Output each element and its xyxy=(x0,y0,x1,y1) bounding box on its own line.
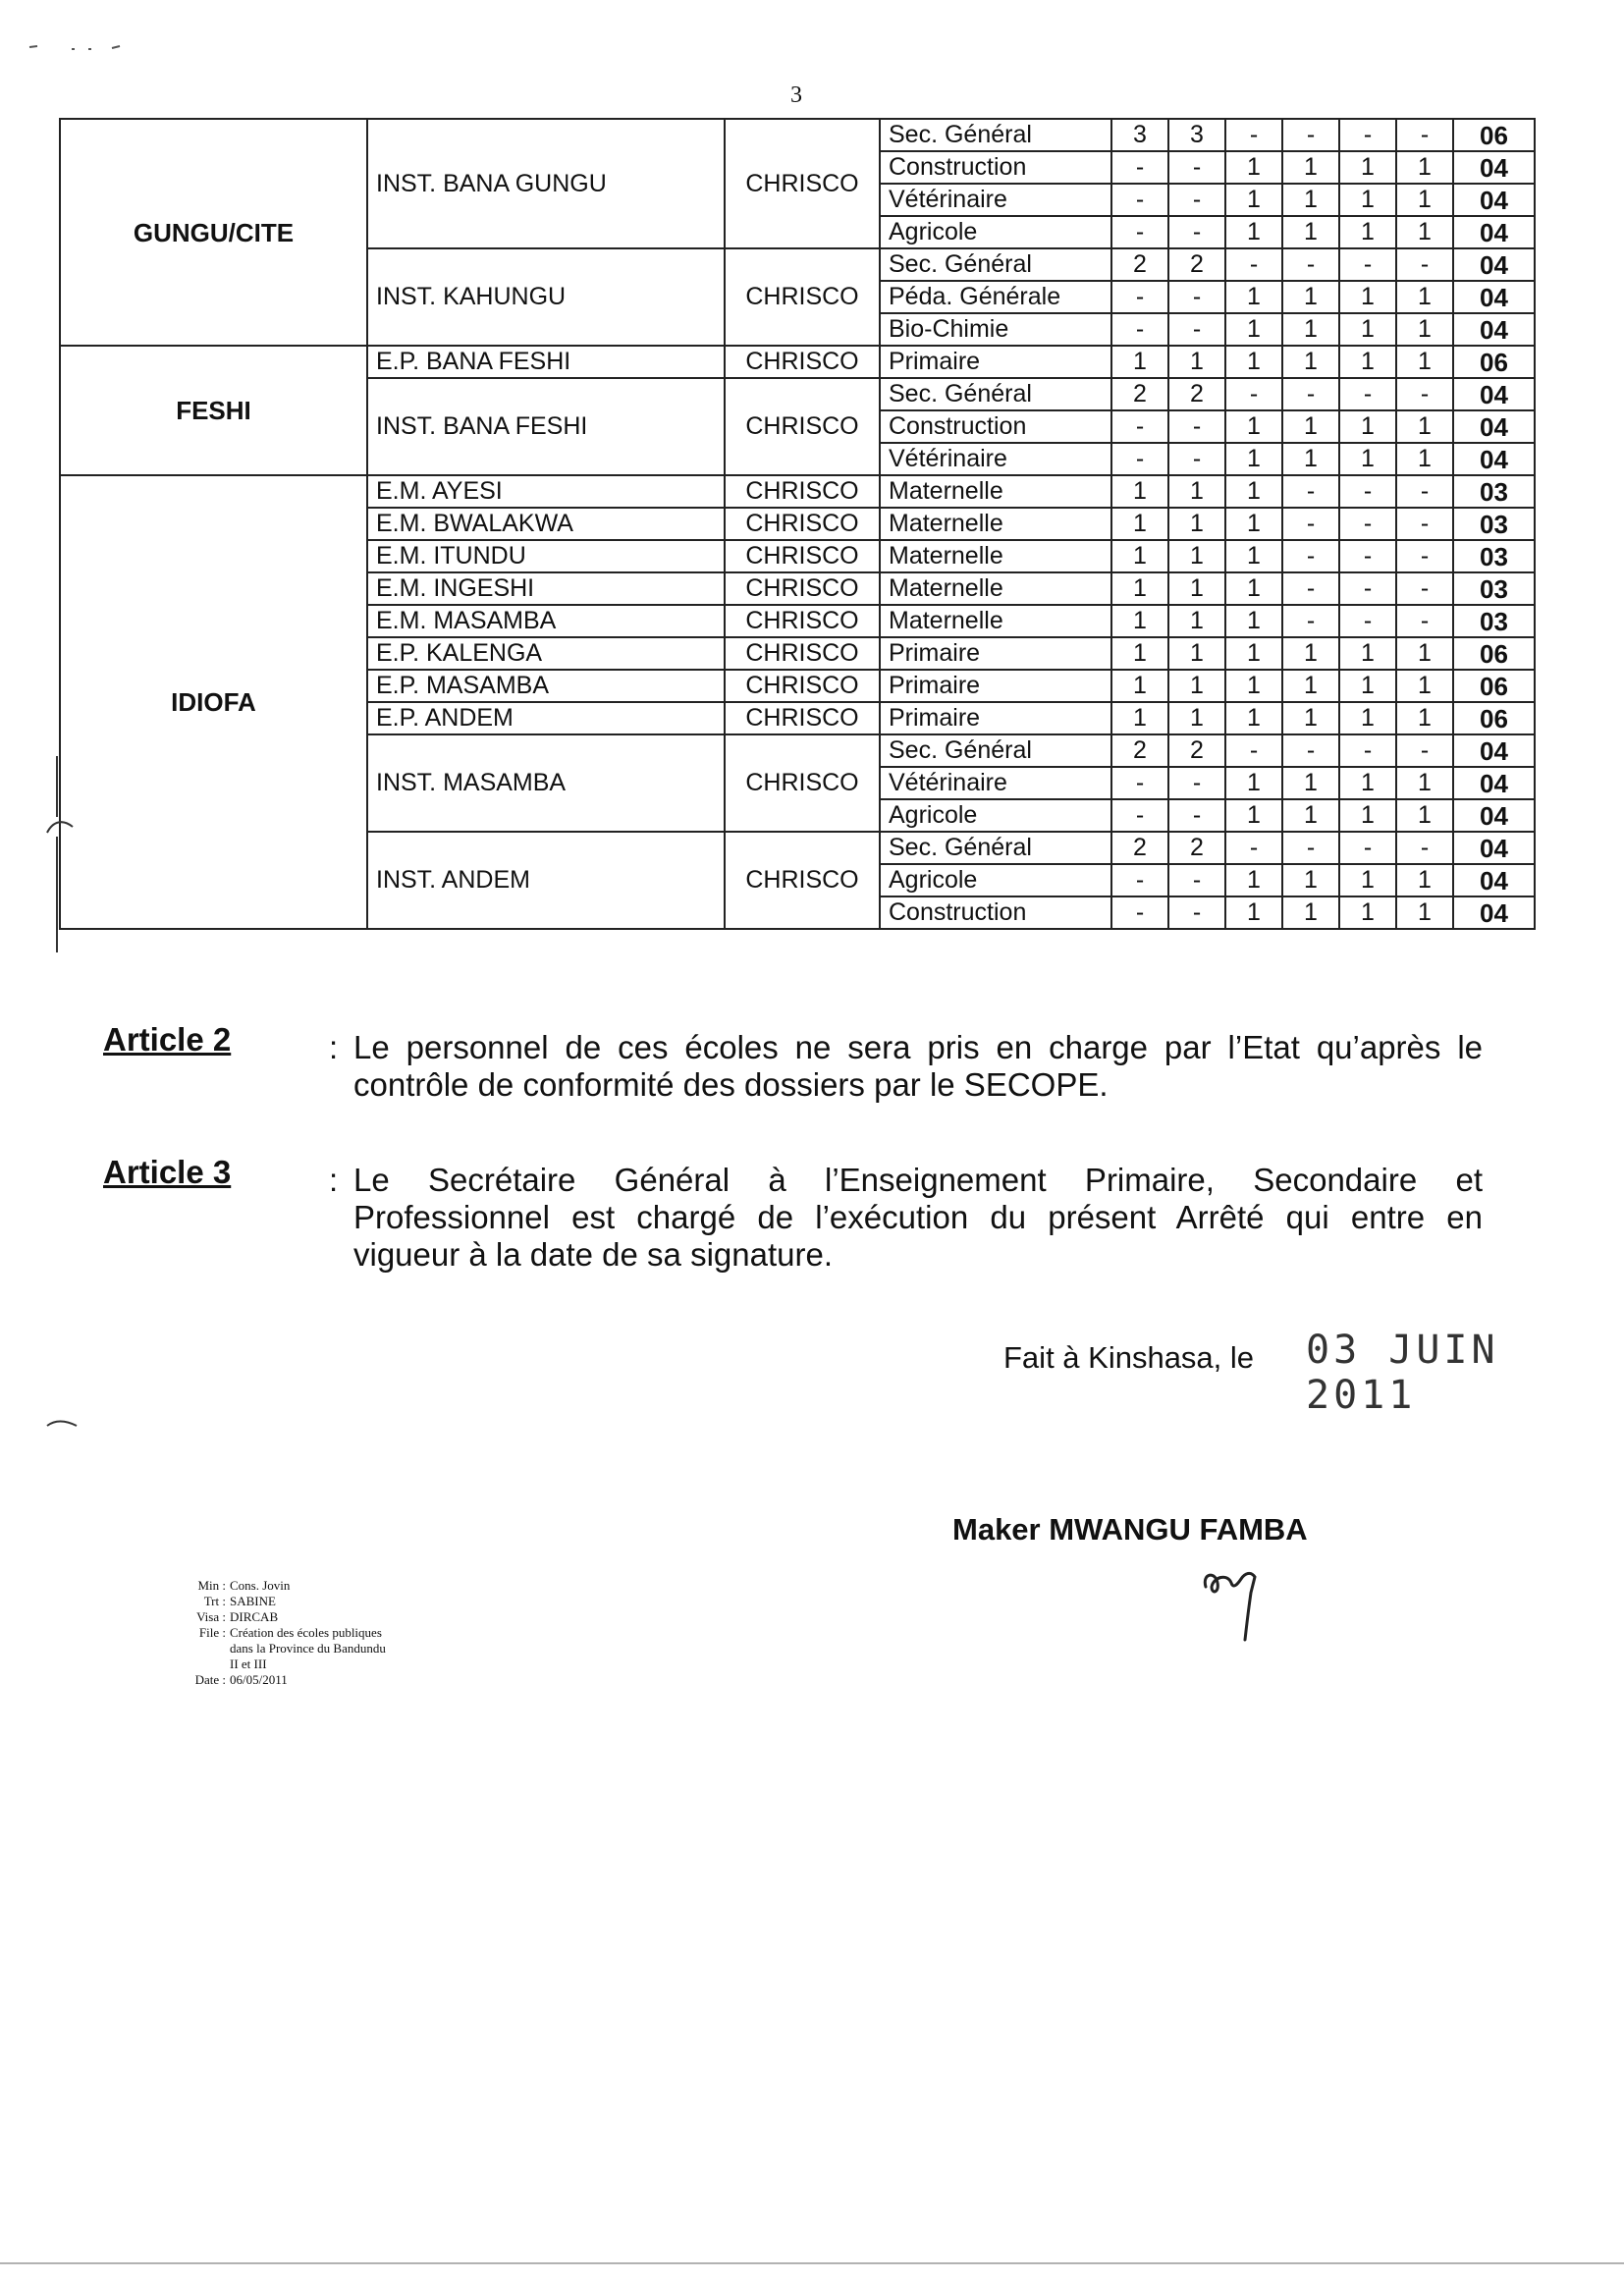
article-2-text xyxy=(353,1029,1483,1104)
note-value: dans la Province du Bandundu xyxy=(230,1641,386,1656)
class-count-cell: - xyxy=(1168,799,1225,832)
class-count-cell: - xyxy=(1396,540,1453,572)
class-count-cell: 3 xyxy=(1111,119,1168,151)
school-name-cell: E.P. MASAMBA xyxy=(367,670,725,702)
article-3-line: Professionnel est chargé de l’exécution du présent Arrêté qui entre en xyxy=(353,1199,1483,1235)
article-3-colon: : xyxy=(329,1162,339,1198)
class-count-cell: 1 xyxy=(1282,767,1339,799)
page-number: 3 xyxy=(790,82,802,108)
class-count-cell: - xyxy=(1282,605,1339,637)
class-count-cell: 1 xyxy=(1339,799,1396,832)
class-count-cell: 1 xyxy=(1225,313,1282,346)
class-count-cell: 1 xyxy=(1225,281,1282,313)
note-row xyxy=(175,1641,386,1656)
class-count-cell: - xyxy=(1168,313,1225,346)
class-count-cell: - xyxy=(1111,281,1168,313)
class-count-cell: 1 xyxy=(1396,702,1453,734)
class-count-cell: 1 xyxy=(1339,281,1396,313)
class-count-cell: - xyxy=(1396,475,1453,508)
option-cell: Construction xyxy=(880,151,1111,184)
class-count-cell: - xyxy=(1168,281,1225,313)
class-count-cell: 1 xyxy=(1396,670,1453,702)
class-count-cell: 1 xyxy=(1282,346,1339,378)
class-count-cell: - xyxy=(1168,767,1225,799)
bottom-scan-edge xyxy=(0,2260,1624,2266)
class-count-cell: - xyxy=(1111,184,1168,216)
network-cell: CHRISCO xyxy=(725,378,880,475)
class-count-cell: 1 xyxy=(1111,702,1168,734)
class-count-cell: 1 xyxy=(1225,475,1282,508)
class-count-cell: 1 xyxy=(1339,896,1396,929)
total-cell: 04 xyxy=(1453,443,1535,475)
note-key: File : xyxy=(198,1625,226,1640)
class-count-cell: 1 xyxy=(1396,184,1453,216)
article-3-line: Le Secrétaire Général à l’Enseignement Primaire, Secondaire et xyxy=(353,1162,1483,1198)
school-name-cell: E.P. KALENGA xyxy=(367,637,725,670)
school-name-cell: E.P. ANDEM xyxy=(367,702,725,734)
class-count-cell: 1 xyxy=(1225,767,1282,799)
class-count-cell: 1 xyxy=(1282,896,1339,929)
note-row xyxy=(175,1594,386,1609)
school-name-cell: E.M. AYESI xyxy=(367,475,725,508)
class-count-cell: - xyxy=(1396,734,1453,767)
note-row xyxy=(175,1578,386,1594)
class-count-cell: - xyxy=(1282,734,1339,767)
class-count-cell: - xyxy=(1282,248,1339,281)
class-count-cell: 1 xyxy=(1396,443,1453,475)
note-key: Min : xyxy=(197,1578,226,1593)
network-cell: CHRISCO xyxy=(725,637,880,670)
total-cell: 04 xyxy=(1453,151,1535,184)
network-cell: CHRISCO xyxy=(725,346,880,378)
class-count-cell: - xyxy=(1396,605,1453,637)
class-count-cell: 1 xyxy=(1396,346,1453,378)
district-cell: FESHI xyxy=(60,346,367,475)
class-count-cell: - xyxy=(1111,313,1168,346)
class-count-cell: 2 xyxy=(1111,378,1168,410)
total-cell: 06 xyxy=(1453,346,1535,378)
option-cell: Sec. Général xyxy=(880,378,1111,410)
class-count-cell: - xyxy=(1339,378,1396,410)
class-count-cell: 1 xyxy=(1282,281,1339,313)
class-count-cell: 2 xyxy=(1111,734,1168,767)
note-row xyxy=(175,1656,386,1672)
class-count-cell: 1 xyxy=(1225,799,1282,832)
class-count-cell: 1 xyxy=(1168,670,1225,702)
class-count-cell: 1 xyxy=(1225,637,1282,670)
class-count-cell: - xyxy=(1282,378,1339,410)
class-count-cell: 1 xyxy=(1282,313,1339,346)
class-count-cell: 1 xyxy=(1168,605,1225,637)
class-count-cell: 1 xyxy=(1339,702,1396,734)
class-count-cell: - xyxy=(1225,248,1282,281)
class-count-cell: 1 xyxy=(1282,184,1339,216)
class-count-cell: 1 xyxy=(1396,151,1453,184)
class-count-cell: - xyxy=(1225,378,1282,410)
class-count-cell: 1 xyxy=(1225,216,1282,248)
network-cell: CHRISCO xyxy=(725,119,880,248)
scan-mark xyxy=(45,1418,81,1430)
class-count-cell: 1 xyxy=(1396,637,1453,670)
class-count-cell: 1 xyxy=(1282,702,1339,734)
class-count-cell: - xyxy=(1111,896,1168,929)
class-count-cell: 1 xyxy=(1339,346,1396,378)
network-cell: CHRISCO xyxy=(725,508,880,540)
total-cell: 06 xyxy=(1453,637,1535,670)
network-cell: CHRISCO xyxy=(725,605,880,637)
note-key: Trt : xyxy=(203,1594,226,1608)
class-count-cell: - xyxy=(1111,767,1168,799)
note-key: Date : xyxy=(194,1672,226,1687)
note-value: 06/05/2011 xyxy=(230,1672,288,1687)
school-name-cell: INST. KAHUNGU xyxy=(367,248,725,346)
class-count-cell: 1 xyxy=(1168,637,1225,670)
class-count-cell: 1 xyxy=(1396,216,1453,248)
class-count-cell: 1 xyxy=(1168,346,1225,378)
class-count-cell: 1 xyxy=(1396,799,1453,832)
school-name-cell: E.M. BWALAKWA xyxy=(367,508,725,540)
school-name-cell: INST. ANDEM xyxy=(367,832,725,929)
total-cell: 04 xyxy=(1453,313,1535,346)
district-cell: IDIOFA xyxy=(60,475,367,929)
total-cell: 04 xyxy=(1453,799,1535,832)
total-cell: 06 xyxy=(1453,670,1535,702)
class-count-cell: 1 xyxy=(1225,410,1282,443)
network-cell: CHRISCO xyxy=(725,702,880,734)
option-cell: Sec. Général xyxy=(880,119,1111,151)
class-count-cell: - xyxy=(1111,216,1168,248)
class-count-cell: 1 xyxy=(1168,508,1225,540)
class-count-cell: - xyxy=(1225,734,1282,767)
total-cell: 04 xyxy=(1453,767,1535,799)
class-count-cell: 1 xyxy=(1396,313,1453,346)
class-count-cell: 2 xyxy=(1168,248,1225,281)
class-count-cell: 1 xyxy=(1225,864,1282,896)
class-count-cell: 1 xyxy=(1168,702,1225,734)
class-count-cell: 1 xyxy=(1225,540,1282,572)
class-count-cell: 1 xyxy=(1282,799,1339,832)
total-cell: 04 xyxy=(1453,216,1535,248)
class-count-cell: 1 xyxy=(1339,443,1396,475)
option-cell: Agricole xyxy=(880,216,1111,248)
class-count-cell: 1 xyxy=(1111,637,1168,670)
class-count-cell: - xyxy=(1339,540,1396,572)
hole-punch-mark xyxy=(45,756,84,952)
article-3-line: vigueur à la date de sa signature. xyxy=(353,1236,833,1273)
total-cell: 04 xyxy=(1453,832,1535,864)
option-cell: Maternelle xyxy=(880,605,1111,637)
article-2-line: Le personnel de ces écoles ne sera pris en charge par l’Etat qu’après le xyxy=(353,1029,1483,1065)
schools-table xyxy=(59,118,1536,930)
option-cell: Sec. Général xyxy=(880,832,1111,864)
total-cell: 03 xyxy=(1453,508,1535,540)
class-count-cell: - xyxy=(1282,475,1339,508)
class-count-cell: - xyxy=(1168,864,1225,896)
school-name-cell: INST. MASAMBA xyxy=(367,734,725,832)
class-count-cell: 1 xyxy=(1339,864,1396,896)
reference-notes xyxy=(175,1578,386,1688)
total-cell: 04 xyxy=(1453,378,1535,410)
note-value: SABINE xyxy=(230,1594,276,1608)
class-count-cell: 1 xyxy=(1396,864,1453,896)
class-count-cell: - xyxy=(1396,378,1453,410)
class-count-cell: 1 xyxy=(1282,670,1339,702)
class-count-cell: 1 xyxy=(1225,443,1282,475)
class-count-cell: 1 xyxy=(1168,475,1225,508)
option-cell: Bio-Chimie xyxy=(880,313,1111,346)
total-cell: 03 xyxy=(1453,475,1535,508)
class-count-cell: - xyxy=(1168,184,1225,216)
class-count-cell: 1 xyxy=(1396,767,1453,799)
class-count-cell: 1 xyxy=(1396,896,1453,929)
total-cell: 03 xyxy=(1453,540,1535,572)
network-cell: CHRISCO xyxy=(725,540,880,572)
class-count-cell: 1 xyxy=(1225,346,1282,378)
class-count-cell: - xyxy=(1225,832,1282,864)
class-count-cell: - xyxy=(1168,151,1225,184)
total-cell: 04 xyxy=(1453,734,1535,767)
article-2-colon: : xyxy=(329,1029,339,1065)
class-count-cell: - xyxy=(1111,799,1168,832)
class-count-cell: - xyxy=(1168,216,1225,248)
class-count-cell: 1 xyxy=(1339,670,1396,702)
note-row xyxy=(175,1625,386,1641)
class-count-cell: 1 xyxy=(1111,572,1168,605)
network-cell: CHRISCO xyxy=(725,832,880,929)
class-count-cell: 1 xyxy=(1225,572,1282,605)
class-count-cell: 1 xyxy=(1339,216,1396,248)
class-count-cell: - xyxy=(1339,508,1396,540)
class-count-cell: 1 xyxy=(1339,637,1396,670)
class-count-cell: - xyxy=(1111,443,1168,475)
total-cell: 06 xyxy=(1453,119,1535,151)
place-line: Fait à Kinshasa, le xyxy=(1003,1340,1255,1375)
note-key: Visa : xyxy=(196,1609,226,1624)
class-count-cell: - xyxy=(1339,475,1396,508)
class-count-cell: 1 xyxy=(1282,443,1339,475)
school-name-cell: E.M. MASAMBA xyxy=(367,605,725,637)
table-row xyxy=(60,475,1535,508)
class-count-cell: - xyxy=(1168,443,1225,475)
class-count-cell: 1 xyxy=(1282,637,1339,670)
school-name-cell: INST. BANA GUNGU xyxy=(367,119,725,248)
class-count-cell: - xyxy=(1282,540,1339,572)
class-count-cell: 1 xyxy=(1225,151,1282,184)
article-3-label: Article 3 xyxy=(103,1154,232,1190)
article-2-line: contrôle de conformité des dossiers par le SECOPE. xyxy=(353,1066,1109,1103)
class-count-cell: - xyxy=(1396,832,1453,864)
class-count-cell: 1 xyxy=(1111,475,1168,508)
class-count-cell: - xyxy=(1339,734,1396,767)
table-row xyxy=(60,346,1535,378)
class-count-cell: 1 xyxy=(1339,410,1396,443)
option-cell: Construction xyxy=(880,410,1111,443)
school-name-cell: INST. BANA FESHI xyxy=(367,378,725,475)
class-count-cell: 1 xyxy=(1396,410,1453,443)
class-count-cell: 1 xyxy=(1339,184,1396,216)
class-count-cell: 1 xyxy=(1168,540,1225,572)
scan-specks xyxy=(27,39,126,59)
option-cell: Agricole xyxy=(880,799,1111,832)
network-cell: CHRISCO xyxy=(725,734,880,832)
district-cell: GUNGU/CITE xyxy=(60,119,367,346)
option-cell: Maternelle xyxy=(880,508,1111,540)
note-row xyxy=(175,1672,386,1688)
class-count-cell: - xyxy=(1282,508,1339,540)
option-cell: Primaire xyxy=(880,702,1111,734)
class-count-cell: - xyxy=(1282,832,1339,864)
class-count-cell: 1 xyxy=(1168,572,1225,605)
option-cell: Péda. Générale xyxy=(880,281,1111,313)
class-count-cell: 1 xyxy=(1396,281,1453,313)
signatory-name: Maker MWANGU FAMBA xyxy=(952,1512,1308,1547)
total-cell: 04 xyxy=(1453,248,1535,281)
class-count-cell: - xyxy=(1111,864,1168,896)
class-count-cell: 1 xyxy=(1225,670,1282,702)
class-count-cell: - xyxy=(1339,605,1396,637)
class-count-cell: 1 xyxy=(1111,346,1168,378)
note-key xyxy=(175,1641,230,1656)
class-count-cell: - xyxy=(1339,832,1396,864)
total-cell: 06 xyxy=(1453,702,1535,734)
school-name-cell: E.M. INGESHI xyxy=(367,572,725,605)
network-cell: CHRISCO xyxy=(725,670,880,702)
class-count-cell: 1 xyxy=(1339,313,1396,346)
school-name-cell: E.P. BANA FESHI xyxy=(367,346,725,378)
total-cell: 04 xyxy=(1453,896,1535,929)
class-count-cell: - xyxy=(1339,119,1396,151)
class-count-cell: 1 xyxy=(1282,151,1339,184)
class-count-cell: 3 xyxy=(1168,119,1225,151)
option-cell: Primaire xyxy=(880,637,1111,670)
handwritten-signature xyxy=(1198,1559,1286,1648)
class-count-cell: 1 xyxy=(1282,216,1339,248)
stamped-date: 03 JUIN 2011 xyxy=(1306,1328,1499,1418)
total-cell: 04 xyxy=(1453,410,1535,443)
class-count-cell: 1 xyxy=(1111,508,1168,540)
class-count-cell: 1 xyxy=(1282,864,1339,896)
total-cell: 04 xyxy=(1453,184,1535,216)
total-cell: 03 xyxy=(1453,605,1535,637)
class-count-cell: - xyxy=(1111,151,1168,184)
class-count-cell: 1 xyxy=(1339,767,1396,799)
note-value: DIRCAB xyxy=(230,1609,279,1624)
network-cell: CHRISCO xyxy=(725,475,880,508)
class-count-cell: 2 xyxy=(1111,248,1168,281)
class-count-cell: 1 xyxy=(1225,605,1282,637)
network-cell: CHRISCO xyxy=(725,572,880,605)
class-count-cell: 2 xyxy=(1168,378,1225,410)
total-cell: 04 xyxy=(1453,864,1535,896)
class-count-cell: 1 xyxy=(1339,151,1396,184)
article-3-text xyxy=(353,1162,1483,1274)
class-count-cell: - xyxy=(1282,119,1339,151)
option-cell: Primaire xyxy=(880,346,1111,378)
class-count-cell: - xyxy=(1111,410,1168,443)
class-count-cell: - xyxy=(1168,896,1225,929)
option-cell: Sec. Général xyxy=(880,248,1111,281)
note-value: Création des écoles publiques xyxy=(230,1625,382,1640)
option-cell: Maternelle xyxy=(880,572,1111,605)
class-count-cell: 1 xyxy=(1225,702,1282,734)
class-count-cell: 2 xyxy=(1168,734,1225,767)
class-count-cell: - xyxy=(1339,572,1396,605)
class-count-cell: 1 xyxy=(1225,896,1282,929)
total-cell: 03 xyxy=(1453,572,1535,605)
note-row xyxy=(175,1609,386,1625)
option-cell: Vétérinaire xyxy=(880,443,1111,475)
class-count-cell: 1 xyxy=(1225,508,1282,540)
class-count-cell: - xyxy=(1396,572,1453,605)
article-2-label: Article 2 xyxy=(103,1021,232,1058)
note-value: II et III xyxy=(230,1656,267,1671)
class-count-cell: - xyxy=(1282,572,1339,605)
class-count-cell: 1 xyxy=(1225,184,1282,216)
school-name-cell: E.M. ITUNDU xyxy=(367,540,725,572)
option-cell: Agricole xyxy=(880,864,1111,896)
total-cell: 04 xyxy=(1453,281,1535,313)
note-value: Cons. Jovin xyxy=(230,1578,291,1593)
class-count-cell: - xyxy=(1396,508,1453,540)
option-cell: Maternelle xyxy=(880,475,1111,508)
class-count-cell: 2 xyxy=(1168,832,1225,864)
note-key xyxy=(175,1656,230,1672)
signature-stroke xyxy=(1205,1573,1255,1640)
class-count-cell: - xyxy=(1396,248,1453,281)
class-count-cell: - xyxy=(1396,119,1453,151)
class-count-cell: 1 xyxy=(1111,670,1168,702)
class-count-cell: - xyxy=(1168,410,1225,443)
table-row xyxy=(60,119,1535,151)
option-cell: Sec. Général xyxy=(880,734,1111,767)
option-cell: Maternelle xyxy=(880,540,1111,572)
class-count-cell: 1 xyxy=(1282,410,1339,443)
network-cell: CHRISCO xyxy=(725,248,880,346)
class-count-cell: 2 xyxy=(1111,832,1168,864)
class-count-cell: 1 xyxy=(1111,540,1168,572)
option-cell: Primaire xyxy=(880,670,1111,702)
class-count-cell: - xyxy=(1339,248,1396,281)
option-cell: Vétérinaire xyxy=(880,767,1111,799)
option-cell: Vétérinaire xyxy=(880,184,1111,216)
option-cell: Construction xyxy=(880,896,1111,929)
class-count-cell: 1 xyxy=(1111,605,1168,637)
class-count-cell: - xyxy=(1225,119,1282,151)
